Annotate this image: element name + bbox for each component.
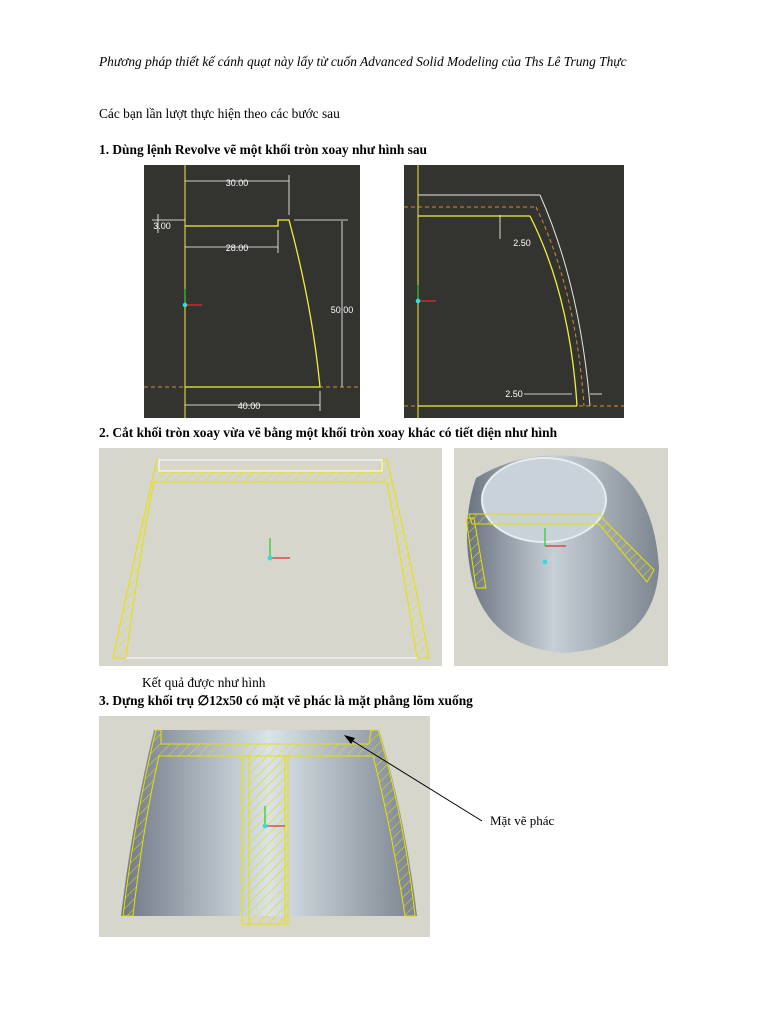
steps-intro: Các bạn lần lượt thực hiện theo các bước sau [99, 106, 340, 121]
dim-2-50-bottom: 2.50 [505, 389, 523, 399]
revolve-sketch-dimensions [144, 165, 360, 418]
dim-40: 40.00 [237, 401, 261, 411]
intro-paragraph: Phương pháp thiết kế cánh quạt này lấy từ cuốn Advanced Solid Modeling của Ths Lê Trung Thực [99, 54, 627, 69]
callout-arrow [340, 730, 490, 830]
dim-2-50-top: 2.50 [513, 238, 531, 248]
callout-label: Mặt vẽ phác [490, 813, 555, 828]
revolve-sketch-offsets [404, 165, 624, 418]
dim-28: 28.00 [225, 243, 249, 253]
dim-3: 3.00 [153, 221, 171, 231]
dim-50: 50.00 [330, 305, 354, 315]
step3-heading: 3. Dựng khối trụ ∅12x50 có mặt vẽ phác là mặt phẳng lõm xuống [99, 693, 473, 708]
sketch-drawing [144, 165, 360, 418]
cut-3d-view [454, 448, 668, 666]
step1-heading: 1. Dùng lệnh Revolve vẽ một khối tròn xoay như hình sau [99, 142, 427, 157]
dim-30: 30.00 [225, 178, 249, 188]
cut-section-drawing [99, 448, 442, 666]
cut-section-view [99, 448, 442, 666]
step2-heading: 2. Cắt khối tròn xoay vừa vẽ bằng một khối tròn xoay khác có tiết diện như hình [99, 425, 558, 440]
cut-3d-drawing [454, 448, 668, 666]
offset-drawing [404, 165, 624, 418]
step2-result: Kết quả được như hình [142, 675, 266, 690]
